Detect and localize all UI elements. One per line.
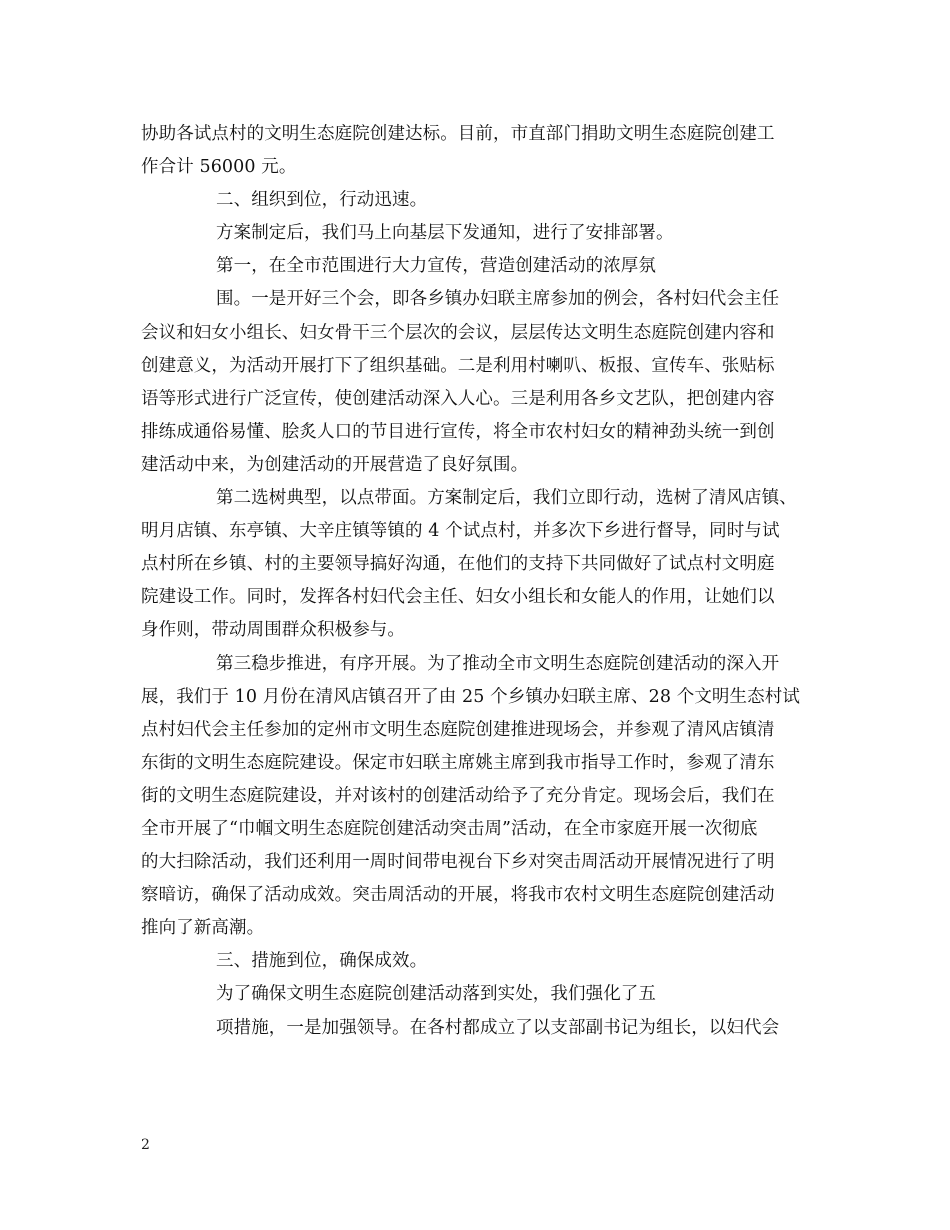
page-number: 2 bbox=[141, 1137, 150, 1153]
text-line: 作合计 56000 元。 bbox=[141, 157, 297, 178]
text-line: 围。一是开好三个会，即各乡镇办妇联主席参加的例会，各村妇代会主任 bbox=[216, 289, 780, 310]
text-line: 推向了新高潮。 bbox=[141, 918, 265, 939]
text-line: 街的文明生态庭院建设，并对该村的创建活动给予了充分肯定。现场会后，我们在 bbox=[141, 785, 775, 806]
text-line: 协助各试点村的文明生态庭院创建达标。目前，市直部门捐助文明生态庭院创建工 bbox=[141, 124, 775, 144]
text-line: 察暗访，确保了活动成效。突击周活动的开展，将我市农村文明生态庭院创建活动 bbox=[141, 885, 775, 906]
text-line: 二、组织到位，行动迅速。 bbox=[216, 190, 428, 211]
text-line: 语等形式进行广泛宣传，使创建活动深入人心。三是利用各乡文艺队，把创建内容 bbox=[141, 388, 775, 409]
text-line: 创建意义，为活动开展打下了组织基础。二是利用村喇叭、板报、宣传车、张贴标 bbox=[141, 355, 775, 376]
text-line: 会议和妇女小组长、妇女骨干三个层次的会议，层层传达文明生态庭院创建内容和 bbox=[141, 322, 775, 343]
text-line: 点村妇代会主任参加的定州市文明生态庭院创建推进现场会，并参观了清风店镇清 bbox=[141, 719, 775, 740]
text-line: 建活动中来，为创建活动的开展营造了良好氛围。 bbox=[141, 454, 529, 475]
text-line: 身作则，带动周围群众积极参与。 bbox=[141, 620, 405, 641]
text-line: 展，我们于 10 月份在清风店镇召开了由 25 个乡镇办妇联主席、28 个文明生态村试 bbox=[141, 686, 800, 707]
text-line: 东街的文明生态庭院建设。保定市妇联主席姚主席到我市指导工作时，参观了清东 bbox=[141, 752, 775, 773]
text-line: 院建设工作。同时，发挥各村妇代会主任、妇女小组长和女能人的作用，让她们以 bbox=[141, 587, 775, 608]
text-line: 第一，在全市范围进行大力宣传，营造创建活动的浓厚氛 bbox=[216, 256, 656, 277]
text-line: 第三稳步推进，有序开展。为了推动全市文明生态庭院创建活动的深入开 bbox=[216, 653, 780, 674]
text-line: 项措施，一是加强领导。在各村都成立了以支部副书记为组长，以妇代会 bbox=[216, 1017, 780, 1038]
text-line: 方案制定后，我们马上向基层下发通知，进行了安排部署。 bbox=[216, 223, 674, 244]
text-line: 的大扫除活动，我们还利用一周时间带电视台下乡对突击周活动开展情况进行了明 bbox=[141, 852, 775, 873]
body-text bbox=[141, 118, 831, 1045]
text-line: 为了确保文明生态庭院创建活动落到实处，我们强化了五 bbox=[216, 984, 656, 1005]
text-line: 全市开展了“巾帼文明生态庭院创建活动突击周”活动，在全市家庭开展一次彻底 bbox=[141, 818, 758, 839]
text-line: 第二选树典型，以点带面。方案制定后，我们立即行动，选树了清风店镇、 bbox=[216, 488, 797, 509]
text-line: 明月店镇、东亭镇、大辛庄镇等镇的 4 个试点村，并多次下乡进行督导，同时与试 bbox=[141, 521, 780, 542]
text-line: 三、措施到位，确保成效。 bbox=[216, 951, 428, 972]
text-line: 排练成通俗易懂、脍炙人口的节目进行宣传，将全市农村妇女的精神劲头统一到创 bbox=[141, 421, 775, 442]
text-line: 点村所在乡镇、村的主要领导搞好沟通，在他们的支持下共同做好了试点村文明庭 bbox=[141, 554, 775, 575]
